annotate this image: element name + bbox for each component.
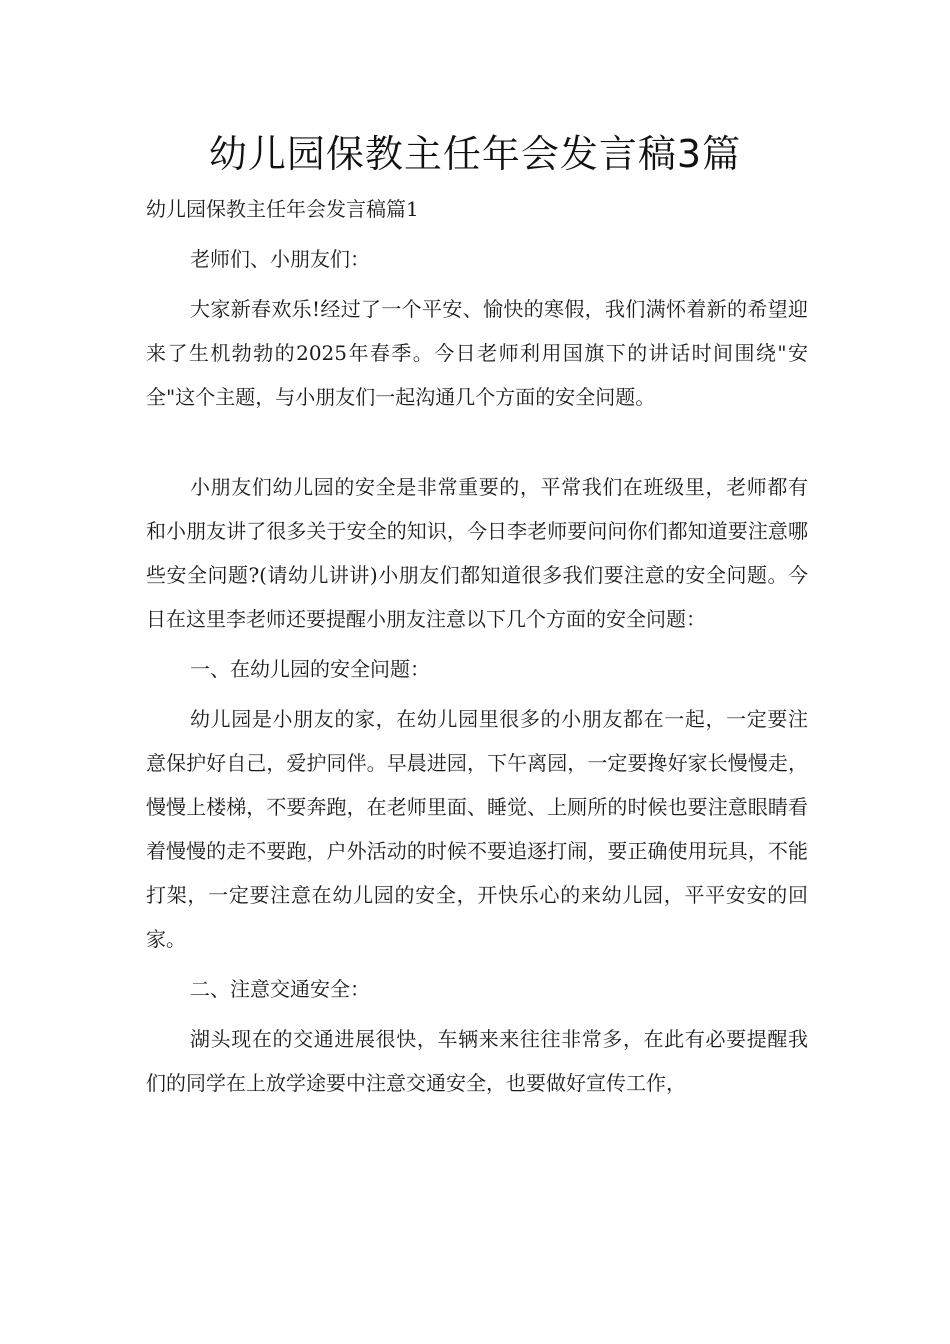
paragraph-new-year: 大家新春欢乐!经过了一个平安、愉快的寒假，我们满怀着新的希望迎来了生机勃勃的2025年春季。今日老师利用国旗下的讲话时间围绕"安全"这个主题，与小朋友们一起沟通几个方面的安全问题。: [146, 297, 808, 409]
document-title: 幼儿园保教主任年会发言稿3篇: [208, 132, 742, 176]
paragraph-kindergarten-safety: 幼儿园是小朋友的家，在幼儿园里很多的小朋友都在一起，一定要注意保护好自己，爱护同伴。早晨进园，下午离园，一定要搀好家长慢慢走，慢慢上楼梯，不要奔跑，在老师里面、睡觉、上厕所的时候也要注意眼睛看着慢慢的走不要跑，户外活动的时候不要追逐打闹，要正确使用玩具，不能打架，一定要注意在幼儿园的安全，开快乐心的来幼儿园，平平安安的回家。: [146, 707, 808, 951]
subheading-kindergarten-safety: 一、在幼儿园的安全问题：: [190, 657, 430, 681]
document-body: [146, 187, 808, 1111]
paragraph-safety-intro: 小朋友们幼儿园的安全是非常重要的，平常我们在班级里，老师都有和小朋友讲了很多关于安全的知识，今日李老师要问问你们都知道要注意哪些安全问题?(请幼儿讲讲)小朋友们都知道很多我们要注意的安全问题。今日在这里李老师还要提醒小朋友注意以下几个方面的安全问题：: [146, 475, 808, 631]
greeting-paragraph: 老师们、小朋友们：: [190, 247, 370, 271]
subheading-traffic-safety: 二、注意交通安全：: [190, 977, 370, 1001]
paragraph-spacer: [146, 425, 808, 465]
section-heading: 幼儿园保教主任年会发言稿篇1: [146, 197, 419, 221]
paragraph-traffic-safety: 湖头现在的交通进展很快，车辆来来往往非常多，在此有必要提醒我们的同学在上放学途要中注意交通安全，也要做好宣传工作，: [146, 1027, 808, 1095]
